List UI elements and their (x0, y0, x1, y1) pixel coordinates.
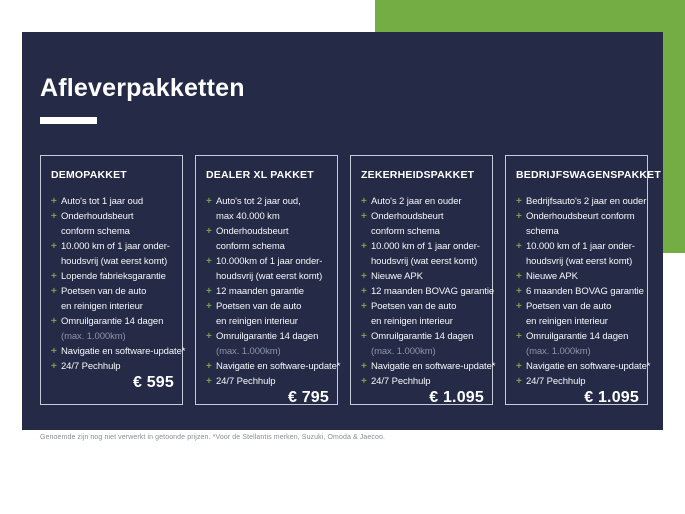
feature-text: 10.000 km of 1 jaar onder- houdsvrij (wat eerst komt) (371, 241, 480, 267)
feature-item (206, 254, 329, 284)
feature-item (206, 374, 329, 389)
feature-text: 24/7 Pechhulp (61, 361, 121, 372)
feature-item (361, 329, 484, 359)
feature-item (361, 239, 484, 269)
feature-text: Navigatie en software-update* (61, 346, 186, 357)
plus-bullet-icon: + (361, 241, 367, 252)
feature-item (361, 209, 484, 239)
feature-text: Navigatie en software-update* (371, 361, 496, 372)
plus-bullet-icon: + (516, 301, 522, 312)
feature-item (361, 269, 484, 284)
package-card (505, 155, 661, 406)
plus-bullet-icon: + (516, 211, 522, 222)
plus-bullet-icon: + (361, 286, 367, 297)
feature-item (361, 299, 484, 329)
feature-item (516, 209, 639, 239)
plus-bullet-icon: + (206, 256, 212, 267)
feature-item (516, 329, 639, 359)
feature-list (51, 194, 186, 374)
feature-item (516, 359, 651, 374)
feature-item (361, 374, 484, 389)
feature-item (51, 284, 174, 314)
feature-note: (max. 1.000km) (526, 346, 591, 357)
feature-text: Navigatie en software-update* (526, 361, 651, 372)
feature-text: Omruilgarantie 14 dagen (max. 1.000km) (61, 316, 164, 342)
plus-bullet-icon: + (51, 346, 57, 357)
package-price: € 1.095 (584, 389, 639, 406)
page-title: Afleverpakketten (40, 74, 245, 102)
plus-bullet-icon: + (516, 271, 522, 282)
package-card (195, 155, 341, 406)
plus-bullet-icon: + (361, 331, 367, 342)
feature-item (206, 284, 329, 299)
plus-bullet-icon: + (516, 241, 522, 252)
feature-text: Navigatie en software-update* (216, 361, 341, 372)
feature-text: 24/7 Pechhulp (371, 376, 431, 387)
feature-text: Onderhoudsbeurt conform schema (371, 211, 444, 237)
feature-text: Poetsen van de auto en reinigen interieur (371, 301, 457, 327)
plus-bullet-icon: + (516, 331, 522, 342)
package-card (40, 155, 186, 405)
feature-text: Onderhoudsbeurt conform schema (61, 211, 134, 237)
plus-bullet-icon: + (51, 196, 57, 207)
plus-bullet-icon: + (361, 271, 367, 282)
plus-bullet-icon: + (206, 361, 212, 372)
feature-text: Omruilgarantie 14 dagen (max. 1.000km) (526, 331, 629, 357)
plus-bullet-icon: + (206, 196, 212, 207)
feature-note: (max. 1.000km) (371, 346, 436, 357)
plus-bullet-icon: + (51, 316, 57, 327)
plus-bullet-icon: + (516, 361, 522, 372)
main-panel (22, 32, 663, 430)
plus-bullet-icon: + (51, 286, 57, 297)
feature-item (206, 359, 341, 374)
footnote: Genoemde zijn nog niet verwerkt in getoonde prijzen. *Voor de Stellantis merken, Suzuki, Omoda & Jaecoo. (40, 434, 386, 441)
feature-item (361, 194, 484, 209)
feature-item (516, 269, 639, 284)
feature-item (361, 359, 496, 374)
feature-text: Lopende fabrieksgarantie (61, 271, 166, 282)
feature-text: Auto's tot 2 jaar oud, max 40.000 km (216, 196, 301, 222)
package-title: DEMOPAKKET (51, 169, 127, 181)
plus-bullet-icon: + (51, 241, 57, 252)
feature-text: Omruilgarantie 14 dagen (max. 1.000km) (371, 331, 474, 357)
feature-note: (max. 1.000km) (61, 331, 126, 342)
feature-text: Poetsen van de auto en reinigen interieur (216, 301, 302, 327)
package-title: BEDRIJFSWAGENSPAKKET (516, 169, 661, 181)
plus-bullet-icon: + (206, 226, 212, 237)
plus-bullet-icon: + (206, 331, 212, 342)
plus-bullet-icon: + (361, 211, 367, 222)
feature-text: Poetsen van de auto en reinigen interieur (61, 286, 147, 312)
feature-item (361, 284, 495, 299)
feature-item (516, 194, 647, 209)
package-price: € 595 (132, 374, 174, 391)
feature-text: 12 maanden BOVAG garantie (371, 286, 495, 297)
feature-item (51, 209, 174, 239)
feature-list (206, 194, 341, 389)
feature-item (206, 299, 329, 329)
feature-text: Auto's 2 jaar en ouder (371, 196, 462, 207)
feature-item (51, 269, 174, 284)
plus-bullet-icon: + (516, 376, 522, 387)
feature-item (51, 359, 174, 374)
plus-bullet-icon: + (206, 376, 212, 387)
feature-item (51, 314, 174, 344)
feature-text: Onderhoudsbeurt conform schema (526, 211, 635, 237)
feature-text: 10.000km of 1 jaar onder- houdsvrij (wat eerst komt) (216, 256, 323, 282)
feature-text: Onderhoudsbeurt conform schema (216, 226, 289, 252)
feature-text: 24/7 Pechhulp (216, 376, 276, 387)
plus-bullet-icon: + (361, 301, 367, 312)
feature-item (51, 344, 186, 359)
plus-bullet-icon: + (206, 301, 212, 312)
plus-bullet-icon: + (51, 271, 57, 282)
plus-bullet-icon: + (516, 196, 522, 207)
feature-list (516, 194, 651, 389)
plus-bullet-icon: + (361, 376, 367, 387)
plus-bullet-icon: + (361, 196, 367, 207)
feature-text: Nieuwe APK (371, 271, 423, 282)
feature-item (516, 239, 639, 269)
feature-item (51, 194, 174, 209)
package-card (350, 155, 496, 406)
title-underline (40, 117, 97, 124)
feature-item (516, 299, 639, 329)
feature-item (206, 194, 329, 224)
plus-bullet-icon: + (516, 286, 522, 297)
feature-text: Auto's tot 1 jaar oud (61, 196, 144, 207)
feature-item (51, 239, 174, 269)
feature-item (516, 284, 644, 299)
package-title: ZEKERHEIDSPAKKET (361, 169, 475, 181)
feature-item (206, 224, 329, 254)
package-price: € 795 (287, 389, 329, 406)
feature-text: 24/7 Pechhulp (526, 376, 586, 387)
feature-text: Nieuwe APK (526, 271, 578, 282)
feature-text: 10.000 km of 1 jaar onder- houdsvrij (wat eerst komt) (526, 241, 635, 267)
plus-bullet-icon: + (51, 361, 57, 372)
feature-text: Poetsen van de auto en reinigen interieur (526, 301, 612, 327)
package-title: DEALER XL PAKKET (206, 169, 314, 181)
plus-bullet-icon: + (361, 361, 367, 372)
feature-text: Bedrijfsauto's 2 jaar en ouder (526, 196, 647, 207)
feature-item (516, 374, 639, 389)
feature-text: 6 maanden BOVAG garantie (526, 286, 644, 297)
feature-text: Omruilgarantie 14 dagen (max. 1.000km) (216, 331, 319, 357)
package-price: € 1.095 (429, 389, 484, 406)
feature-note: (max. 1.000km) (216, 346, 281, 357)
feature-text: 12 maanden garantie (216, 286, 304, 297)
feature-list (361, 194, 496, 389)
feature-text: 10.000 km of 1 jaar onder- houdsvrij (wat eerst komt) (61, 241, 170, 267)
plus-bullet-icon: + (206, 286, 212, 297)
packages-row (40, 155, 661, 406)
feature-item (206, 329, 329, 359)
plus-bullet-icon: + (51, 211, 57, 222)
